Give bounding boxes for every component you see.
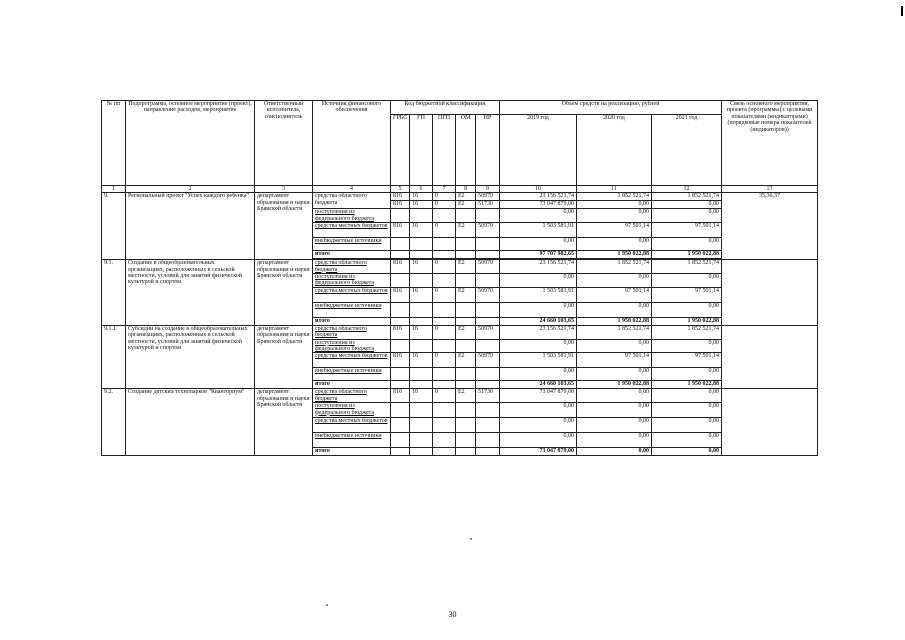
source-extra: внебюджетные источники [313,302,391,317]
code-nr: 51730 [476,201,500,209]
row-num: 9.2. [102,389,126,456]
value-2020: 1 950 022,88 [577,381,652,389]
value-2019: 23 156 521,74 [500,260,577,274]
value-2019: 73 047 879,00 [500,201,577,209]
code-pgp: 0 [433,389,456,403]
value-2021: 0,00 [652,368,722,381]
col-number: 4 [313,186,391,193]
value-2019: 73 047 879,00 [500,448,577,456]
value-2021: 1 950 022,88 [652,251,722,259]
source-federal: поступления из федерального бюджета [313,209,391,223]
value-2021: 1 852 521,74 [652,325,722,339]
value-2021: 1 950 022,88 [652,317,722,325]
indicator-links-empty [722,325,818,389]
value-2019: 0,00 [500,274,577,288]
col-number: 3 [255,186,313,193]
table-row [102,389,818,403]
header-executor: Ответственный исполнитель, соисполнитель [255,101,313,186]
value-2019: 24 660 103,65 [500,381,577,389]
source-federal: поступления из федерального бюджета [313,403,391,418]
code-om: E2 [456,389,476,403]
value-2020: 1 950 022,88 [577,251,652,259]
value-2020: 0,00 [577,389,652,403]
value-2019: 0,00 [500,433,577,448]
value-2019: 0,00 [500,238,577,251]
code-grbs: 816 [391,325,410,339]
value-2020: 0,00 [577,403,652,418]
code-nr: 51730 [476,389,500,403]
source-regional: средства областного бюджета [313,389,391,403]
row-executor: департамент образования и науки Брянской области [255,325,313,389]
value-2020: 1 852 521,74 [577,260,652,274]
code-pgp: 0 [433,325,456,339]
col-number: 6 [410,186,433,193]
code-grbs: 816 [391,287,410,302]
row-executor: департамент образования и науки Брянской области [255,389,313,456]
value-2020: 0,00 [577,201,652,209]
code-om: E2 [456,287,476,302]
indicator-links: 35,36,37 [722,193,818,260]
code-grbs: 816 [391,353,410,368]
code-grbs: 816 [391,193,410,201]
code-nr: 50970 [476,223,500,238]
source-local: средства местных бюджетов [313,353,391,368]
code-pgp: 0 [433,260,456,274]
value-2020: 0,00 [577,368,652,381]
value-2021: 1 852 521,74 [652,193,722,201]
value-2019: 24 660 103,65 [500,317,577,325]
col-number: 2 [126,186,255,193]
indicator-links-empty [722,389,818,456]
col-number: 10 [500,186,577,193]
code-pgp: 0 [433,287,456,302]
value-2020: 1 950 022,88 [577,317,652,325]
header-2019: 2019 год [500,115,577,186]
header-2021: 2021 год [652,115,722,186]
code-grbs: 816 [391,389,410,403]
value-2021: 1 950 022,88 [652,381,722,389]
value-2020: 0,00 [577,274,652,288]
code-nr: 50970 [476,193,500,201]
value-2019: 1 503 581,91 [500,223,577,238]
col-number: 5 [391,186,410,193]
value-2019: 23 156 521,74 [500,193,577,201]
source-total: итого [313,251,391,259]
value-2021: 97 501,14 [652,223,722,238]
header-nr: НР [476,115,500,186]
col-number: 9 [476,186,500,193]
row-num: 9.1. [102,260,126,326]
header-link: Связь основного мероприятия, проекта (программы) с целевыми показателями (индикаторами) (порядковые номера показателей (индикаторов)) [722,101,818,186]
value-2021: 0,00 [652,274,722,288]
scan-speck [470,538,472,540]
source-extra: внебюджетные источники [313,433,391,448]
value-2021: 0,00 [652,302,722,317]
code-pgp: 0 [433,193,456,201]
value-2020: 0,00 [577,209,652,223]
source-local: средства местных бюджетов [313,287,391,302]
value-2020: 0,00 [577,339,652,353]
col-number: 8 [456,186,476,193]
value-2021: 0,00 [652,201,722,209]
code-nr: 50970 [476,325,500,339]
page-number: 30 [448,610,457,619]
code-gp: 16 [410,193,433,201]
value-2021: 0,00 [652,209,722,223]
value-2019: 0,00 [500,302,577,317]
value-2019: 0,00 [500,209,577,223]
row-title: Создание детских технопарков "Кванториум" [126,389,255,456]
source-total: итого [313,381,391,389]
header-volume: Объем средств на реализацию, рублей [500,101,722,115]
table-row [102,325,818,339]
value-2020: 0,00 [577,238,652,251]
code-nr: 50970 [476,287,500,302]
value-2020: 97 501,14 [577,353,652,368]
code-nr: 50970 [476,260,500,274]
value-2021: 0,00 [652,389,722,403]
code-om: E2 [456,353,476,368]
row-executor: департамент образования и науки Брянской области [255,260,313,326]
value-2020: 0,00 [577,418,652,433]
row-num: 9. [102,193,126,260]
row-num: 9.1.1. [102,325,126,389]
code-gp: 16 [410,201,433,209]
table-row [102,193,818,201]
code-gp: 16 [410,325,433,339]
budget-table [101,100,818,456]
code-om: E2 [456,325,476,339]
value-2019: 1 503 581,91 [500,353,577,368]
value-2019: 0,00 [500,418,577,433]
value-2021: 0,00 [652,403,722,418]
value-2021: 0,00 [652,238,722,251]
col-number: 1 [102,186,126,193]
column-numbers-row [102,186,818,193]
value-2021: 0,00 [652,448,722,456]
header-source: Источник финансового обеспечения [313,101,391,186]
col-number: 12 [652,186,722,193]
header-budget-code: Код бюджетной классификации [391,101,500,115]
code-om: E2 [456,260,476,274]
row-title: Создание в общеобразовательных организациях, расположенных в сельской местности, условий для занятий физической культурой и спортом [126,260,255,326]
value-2021: 97 501,14 [652,287,722,302]
indicator-links-empty [722,260,818,326]
value-2021: 0,00 [652,418,722,433]
code-om: E2 [456,223,476,238]
value-2019: 1 503 581,91 [500,287,577,302]
header-num: № пп [102,101,126,186]
value-2021: 0,00 [652,433,722,448]
value-2021: 97 501,14 [652,353,722,368]
code-grbs: 816 [391,223,410,238]
row-title: Субсидии на создание в общеобразовательных организациях, расположенных в сельской местности, условий для занятий физической культурой и спортом [126,325,255,389]
source-federal: поступления из федерального бюджета [313,339,391,353]
value-2020: 97 501,14 [577,223,652,238]
page-edge-mark [901,6,903,16]
code-gp: 16 [410,353,433,368]
col-number: 13 [722,186,818,193]
code-pgp: 0 [433,353,456,368]
value-2021: 1 852 521,74 [652,260,722,274]
value-2020: 0,00 [577,302,652,317]
row-executor: департамент образования и науки Брянской области [255,193,313,260]
source-regional: средства областного бюджета [313,260,391,274]
value-2020: 1 852 521,74 [577,193,652,201]
code-om: E2 [456,201,476,209]
code-gp: 16 [410,389,433,403]
code-pgp: 0 [433,201,456,209]
value-2019: 0,00 [500,403,577,418]
source-federal: поступления из федерального бюджета [313,274,391,288]
source-total: итого [313,448,391,456]
source-local: средства местных бюджетов [313,223,391,238]
value-2019: 97 707 982,65 [500,251,577,259]
code-nr: 50970 [476,353,500,368]
value-2020: 97 501,14 [577,287,652,302]
value-2019: 73 047 879,00 [500,389,577,403]
source-extra: внебюджетные источники [313,368,391,381]
code-gp: 16 [410,260,433,274]
header-grbs: ГРБС [391,115,410,186]
value-2020: 0,00 [577,448,652,456]
header-om: ОМ [456,115,476,186]
code-pgp: 0 [433,223,456,238]
header-row-1 [102,101,818,115]
code-grbs: 816 [391,201,410,209]
code-om: E2 [456,193,476,201]
col-number: 7 [433,186,456,193]
code-gp: 16 [410,223,433,238]
col-number: 11 [577,186,652,193]
scan-speck [326,604,328,606]
value-2021: 0,00 [652,339,722,353]
value-2020: 0,00 [577,433,652,448]
header-gp: ГП [410,115,433,186]
code-grbs: 816 [391,260,410,274]
code-gp: 16 [410,287,433,302]
value-2019: 0,00 [500,368,577,381]
value-2019: 0,00 [500,339,577,353]
source-regional: средства областного бюджета [313,193,391,209]
header-program: Подпрограмма, основное мероприятие (проект), направление расходов, мероприятие [126,101,255,186]
table-row [102,260,818,274]
source-regional: средства областного бюджета [313,325,391,339]
value-2020: 1 852 521,74 [577,325,652,339]
source-extra: внебюджетные источники [313,238,391,251]
header-2020: 2020 год [577,115,652,186]
header-pgp: ПГП [433,115,456,186]
value-2019: 23 156 521,74 [500,325,577,339]
source-total: итого [313,317,391,325]
source-local: средства местных бюджетов [313,418,391,433]
row-title: Региональный проект "Успех каждого ребенка" [126,193,255,260]
